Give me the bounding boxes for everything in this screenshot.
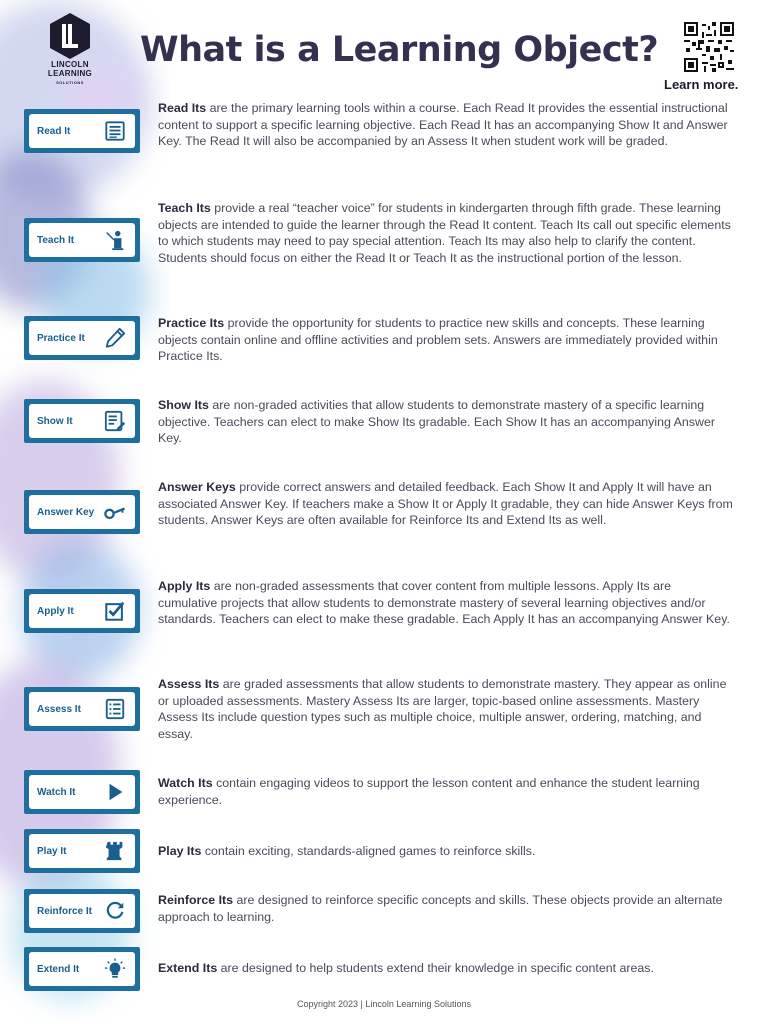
badge-label: Extend It	[37, 963, 80, 975]
chess-rook-icon	[104, 840, 126, 862]
badge-read-it[interactable]	[24, 109, 140, 153]
learn-more-link[interactable]: Learn more.	[664, 77, 739, 92]
badge-extend-it[interactable]	[24, 947, 140, 991]
description-play-it: Play Its contain exciting, standards-aligned games to reinforce skills.	[158, 844, 536, 858]
description-watch-it: Watch Its contain engaging videos to support the lesson content and enhance the student learning experience.	[158, 776, 700, 807]
badge-label: Teach It	[37, 234, 75, 246]
lightbulb-icon	[104, 958, 126, 980]
logo-name: LINCOLN LEARNING SOLUTIONS	[47, 60, 93, 85]
badge-answer-key[interactable]	[24, 490, 140, 534]
badge-reinforce-it[interactable]	[24, 889, 140, 933]
description-practice-it: Practice Its provide the opportunity for students to practice new skills and concepts. These learning objects contain online and offline activities and problem sets. Answers are immediately provided within Practice Its.	[158, 316, 718, 363]
list-check-icon	[104, 698, 126, 720]
badge-label: Watch It	[37, 786, 76, 798]
badge-label: Show It	[37, 415, 73, 427]
badge-watch-it[interactable]	[24, 770, 140, 814]
pencil-icon	[104, 327, 126, 349]
description-reinforce-it: Reinforce Its are designed to reinforce specific concepts and skills. These objects provide an alternate approach to learning.	[158, 893, 723, 924]
play-icon	[104, 781, 126, 803]
checklist-pencil-icon	[104, 410, 126, 432]
description-extend-it: Extend Its are designed to help students extend their knowledge in specific content areas.	[158, 961, 654, 975]
refresh-icon	[104, 900, 126, 922]
description-assess-it: Assess Its are graded assessments that allow students to demonstrate mastery. They appear as online or uploaded assessments. Mastery Assess Its are larger, topic-based online assessments. Mastery Assess Its include question types such as multiple choice, multiple answer, ordering, matching, and essay.	[158, 677, 727, 741]
document-lines-icon	[104, 120, 126, 142]
badge-label: Assess It	[37, 703, 81, 715]
description-answer-key: Answer Keys provide correct answers and detailed feedback. Each Show It and Apply It will have an associated Answer Key. If teachers make a Show It or Apply It gradable, they can hide Answer Keys from students. Answer Keys are often available for Reinforce Its and Extend Its as well.	[158, 480, 733, 527]
copyright-footer: Copyright 2023 | Lincoln Learning Solutions	[297, 999, 471, 1009]
badge-teach-it[interactable]	[24, 218, 140, 262]
key-icon	[104, 501, 126, 523]
description-apply-it: Apply Its are non-graded assessments that cover content from multiple lessons. Apply Its are cumulative projects that allow students to demonstrate mastery of several learning objectives and/or standards. Teachers can elect to make these gradable. Each Apply It has an accompanying Answer Key.	[158, 579, 730, 626]
badge-apply-it[interactable]	[24, 589, 140, 633]
badge-label: Play It	[37, 845, 67, 857]
qr-code-icon[interactable]	[684, 22, 734, 72]
badge-show-it[interactable]	[24, 399, 140, 443]
lincoln-hexagon-icon	[48, 12, 92, 60]
description-read-it: Read Its are the primary learning tools within a course. Each Read It provides the essential instructional content to support a specific learning objective. Each Read It has an accompanying Show It and Answer Key. The Read It will also be accompanied by an Assess It when student work will be graded.	[158, 101, 728, 148]
badge-label: Reinforce It	[37, 905, 93, 917]
badge-practice-it[interactable]	[24, 316, 140, 360]
badge-play-it[interactable]	[24, 829, 140, 873]
description-teach-it: Teach Its provide a real “teacher voice” for students in kindergarten through fifth grade. These learning objects are intended to guide the learner through the Read It content. Teach Its call out specific elements to which students may need to pay special attention. Teach Its may also help to clarify the content. Students should focus on either the Read It or Teach It as the instructional portion of the lesson.	[158, 201, 731, 265]
badge-label: Apply It	[37, 605, 74, 617]
lincoln-logo	[40, 12, 100, 87]
badge-label: Read It	[37, 125, 71, 137]
description-show-it: Show Its are non-graded activities that allow students to demonstrate mastery of a specific learning objective. Teachers can elect to make Show Its gradable. Each Show It has an accompanying Answer Key.	[158, 398, 715, 445]
badge-assess-it[interactable]	[24, 687, 140, 731]
badge-label: Answer Key	[37, 506, 95, 518]
checkbox-icon	[104, 600, 126, 622]
teacher-icon	[104, 229, 126, 251]
page-title: What is a Learning Object?	[140, 30, 659, 70]
badge-label: Practice It	[37, 332, 85, 344]
